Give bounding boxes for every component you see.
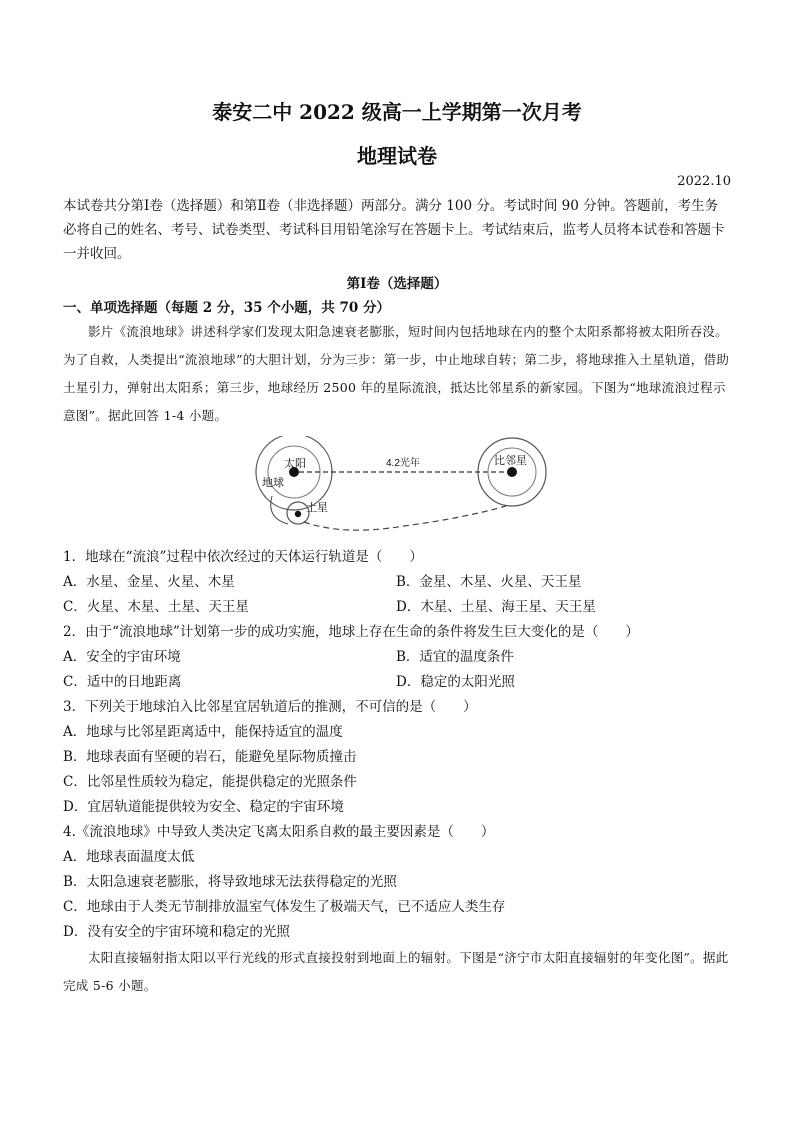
saturn-dot [295, 511, 301, 517]
question-1-stem: 1．地球在“流浪”过程中依次经过的天体运行轨道是（ ） [63, 549, 423, 565]
part-heading: 一、单项选择题（每题 2 分，35 个小题，共 70 分） [63, 300, 390, 316]
passage-1: 影片《流浪地球》讲述科学家们发现太阳急速衰老膨胀，短时间内包括地球在内的整个太阳系都将被太阳所吞没。为了自救，人类提出“流浪地球”的大胆计划，分为三步：第一步，中止地球自转；第二步，将地球推入土星轨道，借助土星引力，弹射出太阳系；第三步，地球经历 2500 年的星际流浪，抵达比邻星系的新家园。下图为“地球流浪过程示意图”。据此回答 1-4 小题。 [63, 324, 730, 423]
section-title: 第Ⅰ卷（选择题） [346, 276, 448, 292]
question-4-option-b[interactable]: B．太阳急速衰老膨胀，将导致地球无法获得稳定的光照 [63, 874, 397, 890]
passage-2: 太阳直接辐射指太阳以平行光线的形式直接投射到地面上的辐射。下图是“济宁市太阳直接辐射的年变化图”。据此完成 5-6 小题。 [63, 950, 729, 993]
question-2-stem: 2．由于“流浪地球”计划第一步的成功实施，地球上存在生命的条件将发生巨大变化的是（ ） [63, 624, 639, 640]
exam-date: 2022.10 [677, 174, 731, 189]
travel-path [304, 506, 506, 530]
question-3-option-c[interactable]: C．比邻星性质较为稳定，能提供稳定的光照条件 [63, 774, 357, 790]
distance-label: 4.2光年 [386, 458, 420, 469]
proxima-dot [507, 467, 517, 477]
proxima-label: 比邻星 [494, 455, 527, 467]
exam-subject: 地理试卷 [357, 144, 437, 168]
sun-label: 太阳 [284, 458, 306, 470]
earth-label: 地球 [262, 477, 284, 489]
question-3-option-d[interactable]: D．宜居轨道能提供较为安全、稳定的宇宙环境 [63, 799, 344, 815]
question-1-option-a[interactable]: A．水星、金星、火星、木星 [63, 574, 235, 590]
question-2-option-d[interactable]: D．稳定的太阳光照 [396, 674, 515, 690]
question-2-option-b[interactable]: B．适宜的温度条件 [396, 649, 514, 665]
question-2-option-c[interactable]: C．适中的日地距离 [63, 674, 182, 690]
question-4-stem: 4.《流浪地球》中导致人类决定飞离太阳系自救的最主要因素是（ ） [63, 824, 495, 840]
question-4-option-a[interactable]: A．地球表面温度太低 [63, 849, 195, 865]
question-4-option-d[interactable]: D．没有安全的宇宙环境和稳定的光照 [63, 924, 290, 940]
exam-title: 泰安二中 2022 级高一上学期第一次月考 [212, 100, 582, 124]
question-3-option-b[interactable]: B．地球表面有坚硬的岩石，能避免星际物质撞击 [63, 749, 357, 765]
question-4-option-c[interactable]: C．地球由于人类无节制排放温室气体发生了极端天气，已不适应人类生存 [63, 899, 506, 915]
question-3-stem: 3．下列关于地球泊入比邻星宜居轨道后的推测，不可信的是（ ） [63, 699, 477, 715]
question-2-option-a[interactable]: A．安全的宇宙环境 [63, 649, 181, 665]
wandering-earth-diagram [244, 436, 556, 536]
question-3-option-a[interactable]: A．地球与比邻星距离适中，能保持适宜的温度 [63, 724, 343, 740]
spiral-path [271, 496, 288, 524]
instructions: 本试卷共分第Ⅰ卷（选择题）和第Ⅱ卷（非选择题）两部分。满分 100 分。考试时间 90 分钟。答题前，考生务必将自己的姓名、考号、试卷类型、考试科目用铅笔涂写在答题卡上。考试结束后，监考人员将本试卷和答题卡一并收回。 [63, 198, 725, 262]
saturn-label: 土星 [306, 502, 328, 514]
question-1-option-c[interactable]: C．火星、木星、土星、天王星 [63, 599, 249, 615]
question-1-option-d[interactable]: D．木星、土星、海王星、天王星 [396, 599, 596, 615]
question-1-option-b[interactable]: B．金星、木星、火星、天王星 [396, 574, 582, 590]
